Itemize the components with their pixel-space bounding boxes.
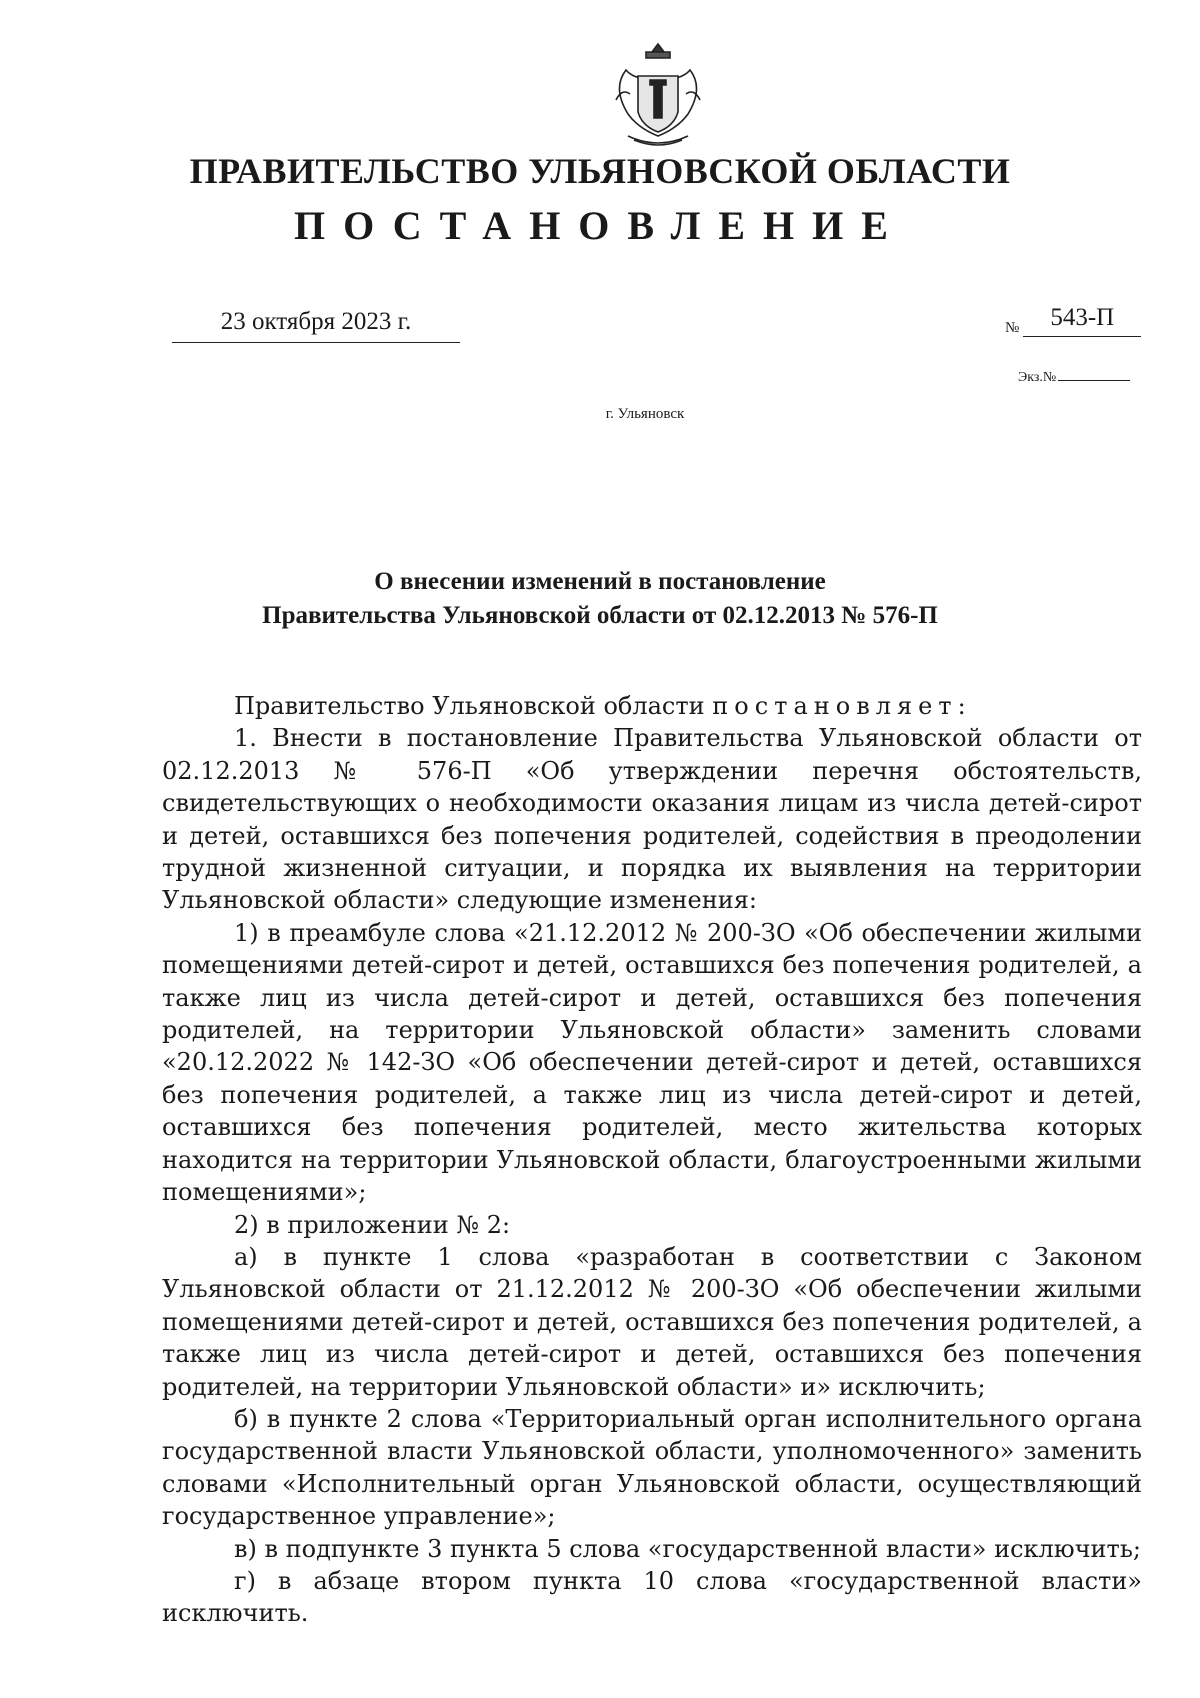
paragraph-5: б) в пункте 2 слова «Территориальный орган исполнительного органа государственной власти Ульяновской области, уполномоченного» заменить словами «Исполнительный орган Ульяновской области, осуществляющий государственное управление»; — [162, 1404, 1142, 1531]
paragraph-7: г) в абзаце втором пункта 10 слова «государственной власти» исключить. — [162, 1566, 1142, 1628]
intro-prefix: Правительство Ульяновской области — [234, 692, 713, 720]
paragraph-1: 1. Внести в постановление Правительства Ульяновской области от 02.12.2013 № 576-П «Об утверждении перечня обстоятельств, свидетельствующих о необходимости оказания лицам из числа детей-сирот и детей, оставшихся без попечения родителей, содействия в преодолении трудной жизненной ситуации, и порядка их выявления на территории Ульяновской области» следующие изменения: — [162, 724, 1142, 915]
paragraph-3: 2) в приложении № 2: — [234, 1210, 511, 1239]
subject-line-1: О внесении изменений в постановление — [374, 568, 826, 595]
copy-number-line — [1058, 368, 1130, 381]
government-title: ПРАВИТЕЛЬСТВО УЛЬЯНОВСКОЙ ОБЛАСТИ — [189, 151, 1011, 191]
city: г. Ульяновск — [605, 406, 685, 422]
paragraph-2: 1) в преамбуле слова «21.12.2012 № 200-ЗО «Об обеспечении жилыми помещениями детей-сирот и детей, оставшихся без попечения родителей, а также лиц из числа детей-сирот и детей, оставшихся без попечения родителей, на территории Ульяновской области» заменить словами «20.12.2022 № 142-ЗО «Об обеспечении детей-сирот и детей, оставшихся без попечения родителей, а также лиц из числа детей-сирот и детей, оставшихся без попечения родителей, место жительства которых находится на территории Ульяновской области, благоустроенными жилыми помещениями»; — [162, 918, 1142, 1207]
document-date: 23 октября 2023 г. — [172, 308, 460, 343]
subject-line-2: Правительства Ульяновской области от 02.12.2013 № 576-П — [262, 602, 938, 629]
document-body — [162, 690, 1142, 1630]
copy-number — [1018, 368, 1130, 386]
intro-paragraph — [162, 690, 1142, 722]
document-subject — [0, 565, 1200, 633]
intro-verb: постановляет: — [712, 692, 972, 720]
number-label: № — [1005, 320, 1020, 336]
copy-label: Экз.№ — [1018, 370, 1057, 385]
paragraph-4: а) в пункте 1 слова «разработан в соответствии с Законом Ульяновской области от 21.12.2012 № 200-ЗО «Об обеспечении жилыми помещениями детей-сирот и детей, оставшихся без попечения родителей, а также лиц из числа детей-сирот и детей, оставшихся без попечения родителей, на территории Ульяновской области» и» исключить; — [162, 1242, 1142, 1401]
paragraph-6: в) в подпункте 3 пункта 5 слова «государственной власти» исключить; — [234, 1534, 1141, 1563]
document-number — [1005, 304, 1141, 337]
number-value: 543-П — [1023, 304, 1141, 337]
document-type: ПОСТАНОВЛЕНИЕ — [294, 203, 906, 248]
coat-of-arms-icon — [608, 40, 708, 150]
